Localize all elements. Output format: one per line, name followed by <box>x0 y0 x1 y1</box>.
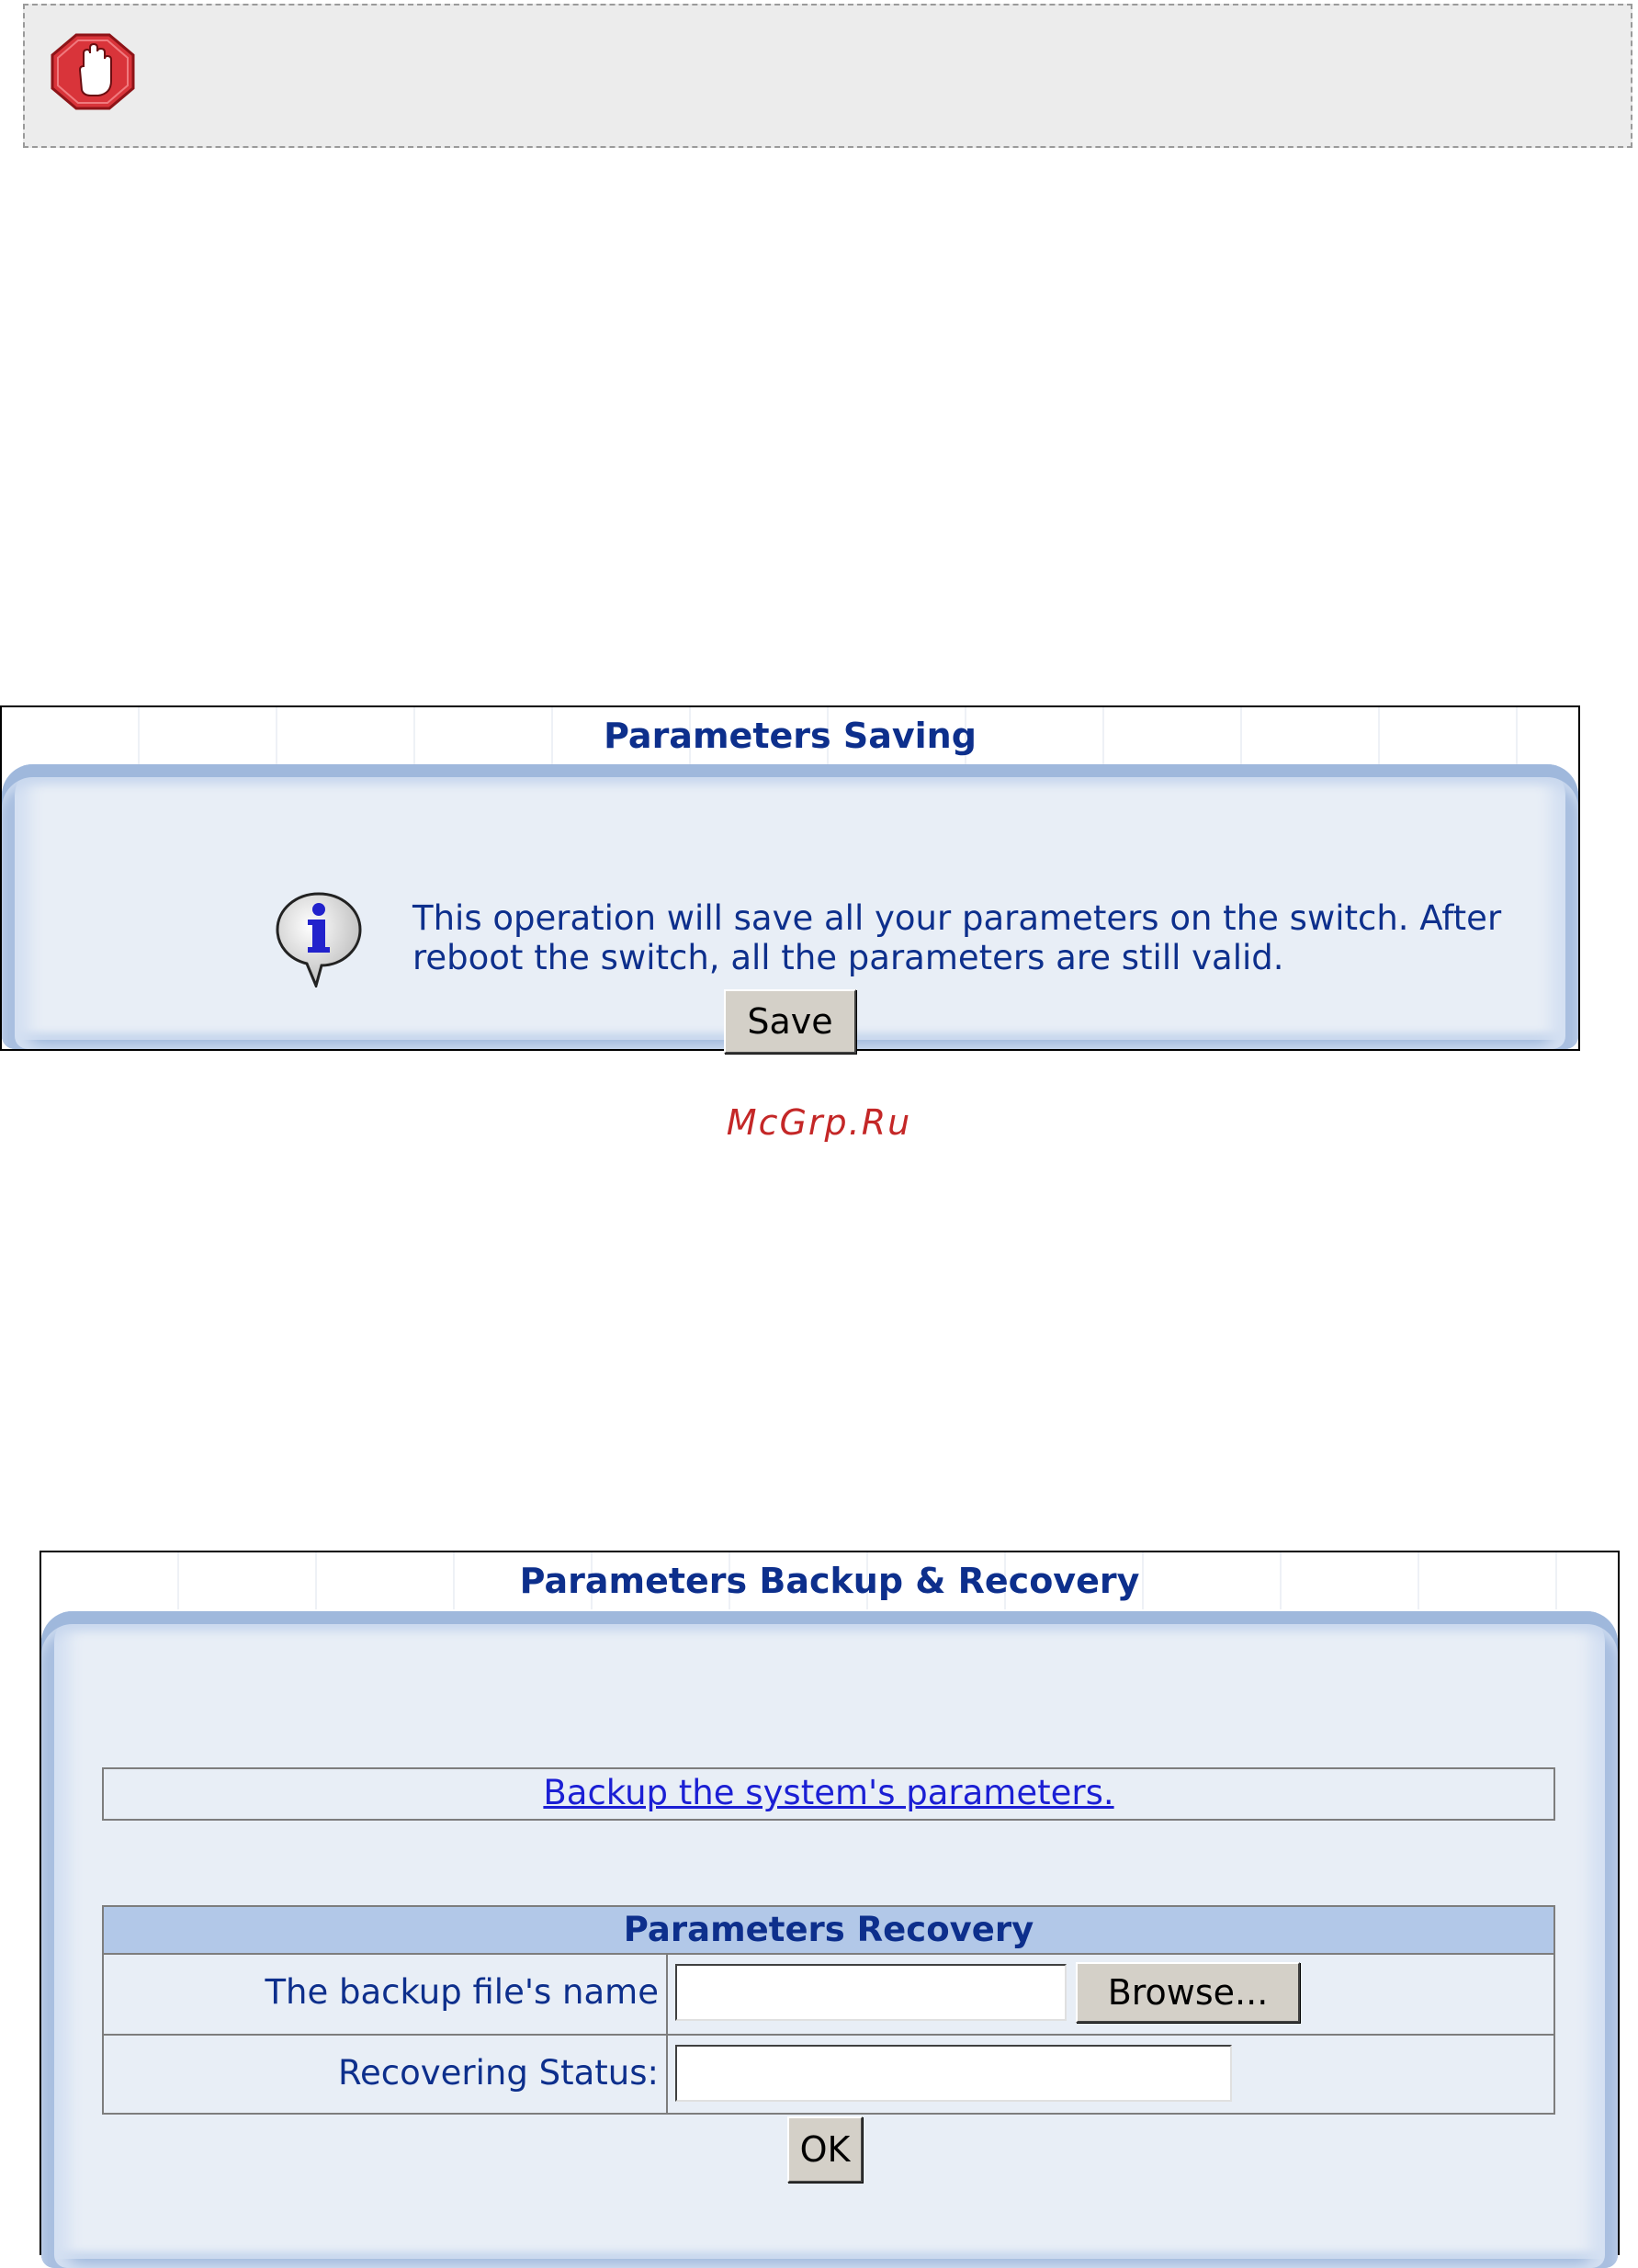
backup-file-label: The backup file's name <box>104 1955 668 2034</box>
recovering-status-label: Recovering Status: <box>104 2036 668 2115</box>
save-button[interactable]: Save <box>724 989 856 1054</box>
browse-button[interactable]: Browse... <box>1076 1962 1300 2023</box>
backup-parameters-link[interactable]: Backup the system's parameters. <box>543 1773 1114 1812</box>
stop-hand-icon <box>49 33 137 110</box>
info-bubble-icon <box>274 890 364 987</box>
backup-file-input[interactable] <box>675 1964 1067 2021</box>
panel-body <box>41 1611 1618 2268</box>
parameters-backup-recovery-panel <box>40 1551 1620 2255</box>
backup-file-row <box>104 1955 1553 2036</box>
watermark-text: McGrp.Ru <box>726 1102 912 1143</box>
ok-button[interactable]: OK <box>787 2116 863 2183</box>
panel-body <box>2 764 1578 1049</box>
recovering-status-field[interactable] <box>675 2045 1232 2102</box>
save-info-message: This operation will save all your parameters on the switch. After reboot the switch, all the parameters are still valid. <box>412 898 1502 977</box>
parameters-recovery-table <box>102 1905 1555 2115</box>
stop-notice-box <box>23 4 1632 148</box>
panel-title: Parameters Backup & Recovery <box>41 1552 1618 1609</box>
recovery-table-header: Parameters Recovery <box>104 1907 1553 1955</box>
panel-title: Parameters Saving <box>2 707 1578 764</box>
backup-link-row <box>102 1767 1555 1821</box>
parameters-saving-panel <box>0 705 1580 1051</box>
recovering-status-row <box>104 2036 1553 2115</box>
